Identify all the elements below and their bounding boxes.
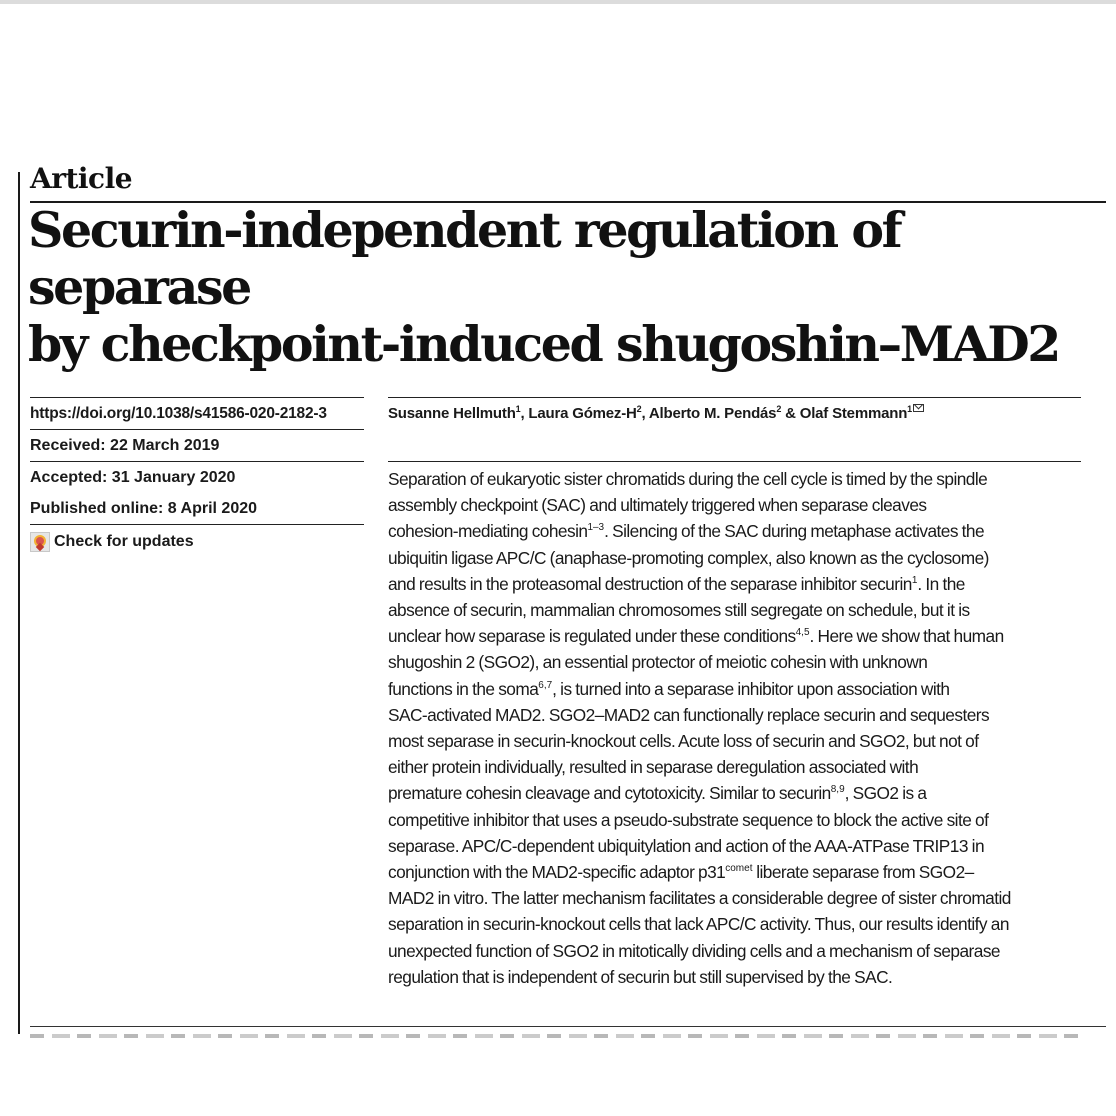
abstract-line: unclear how separase is regulated under these conditions$^{4,5}$. Here we show that human — [388, 626, 1004, 647]
check-for-updates-label: Check for updates — [54, 533, 194, 550]
abstract-line: either protein individually, resulted in separase deregulation associated with — [388, 757, 919, 778]
author-name[interactable]: Susanne Hellmuth — [388, 405, 516, 422]
check-for-updates-button[interactable] — [30, 524, 364, 559]
author-affiliation: 2 — [636, 404, 642, 414]
author-list: Susanne Hellmuth$^1$, Laura Gómez-$H^2$, Alberto M. Pendás$^2$ & Olaf Stemmann$^1$ — [388, 403, 1088, 425]
citation-ref[interactable]: 8,9 — [830, 784, 845, 796]
abstract-line: ubiquitin ligase APC/C (anaphase-promoting complex, also known as the cyclosome) — [388, 547, 989, 568]
abstract-line: premature cohesin cleavage and cytotoxicity. Similar to securin$^{8,9}$, SGO2 is a — [388, 783, 927, 804]
bottom-rule — [30, 1026, 1106, 1027]
abstract-line: separation in securin-knockout cells that lack APC/C activity. Thus, our results identify an — [388, 914, 1009, 935]
author-name[interactable]: Laura Gómez-H — [528, 405, 637, 422]
abstract-line: conjunction with the MAD2-specific adaptor $p31^{comet}$ liberate separase from SGO2– — [388, 862, 974, 883]
citation-ref[interactable]: 6,7 — [538, 679, 553, 691]
abstract-line: assembly checkpoint (SAC) and ultimately triggered when separase cleaves — [388, 495, 927, 516]
top-edge — [0, 0, 1116, 4]
abstract-line: absence of securin, mammalian chromosomes still segregate on schedule, but it is — [388, 600, 970, 621]
abstract-line: competitive inhibitor that uses a pseudo-substrate sequence to block the active site of — [388, 809, 989, 830]
abstract-line: SAC-activated MAD2. SGO2–MAD2 can functionally replace securin and sequesters — [388, 704, 990, 725]
citation-ref[interactable]: 4,5 — [795, 627, 810, 639]
doi-link[interactable]: https://doi.org/10.1038/s41586-020-2182-3 — [30, 397, 364, 429]
title-line-1: Securin-independent regulation of separase — [28, 201, 901, 316]
abstract-line: shugoshin 2 (SGO2), an essential protector of meiotic cohesin with unknown — [388, 652, 928, 673]
abstract-line: unexpected function of SGO2 in mitotically dividing cells and a mechanism of separase — [388, 940, 1000, 961]
published-date: Published online: 8 April 2020 — [30, 500, 258, 517]
accepted-date: Accepted: 31 January 2020 — [30, 461, 364, 493]
authors-rule — [388, 397, 1081, 398]
superscript-text: comet — [725, 863, 753, 875]
abstract-line: cohesion-mediating cohesin$^{1-3}$. Silencing of the SAC during metaphase activates the — [388, 521, 985, 542]
abstract — [388, 466, 1088, 990]
author-affiliation: 1 — [515, 404, 521, 414]
abstract-line: regulation that is independent of securin but still supervised by the SAC. — [388, 966, 893, 987]
section-label: Article — [30, 162, 133, 195]
truncated-text-edge — [30, 1034, 1080, 1038]
abstract-line: functions in the soma$^{6,7}$, is turned into a separase inhibitor upon association with — [388, 678, 950, 699]
author-name[interactable]: Olaf Stemmann — [799, 405, 908, 422]
envelope-icon[interactable] — [913, 404, 924, 412]
citation-ref[interactable]: 1 — [911, 574, 918, 586]
title-line-2: by checkpoint-induced shugoshin–MAD2 — [28, 315, 1060, 373]
check-for-updates-icon — [30, 532, 50, 552]
author-affiliation: 1 — [907, 404, 912, 414]
article-title — [28, 202, 1108, 373]
abstract-line: MAD2 in vitro. The latter mechanism facilitates a considerable degree of sister chromatid — [388, 888, 1011, 909]
left-margin-rule — [18, 172, 20, 1034]
abstract-line: Separation of eukaryotic sister chromatids during the cell cycle is timed by the spindle — [388, 469, 988, 489]
abstract-rule — [388, 461, 1081, 462]
author-name[interactable]: Alberto M. Pendás — [648, 405, 777, 422]
abstract-line: most separase in securin-knockout cells. Acute loss of securin and SGO2, but not of — [388, 731, 979, 752]
abstract-line: separase. APC/C-dependent ubiquitylation and action of the AAA-ATPase TRIP13 in — [388, 835, 985, 856]
received-date: Received: 22 March 2019 — [30, 429, 364, 461]
author-affiliation: 2 — [776, 404, 782, 414]
article-metadata — [30, 397, 364, 559]
abstract-line: and results in the proteasomal destruction of the separase inhibitor securin$^1$. In the — [388, 573, 965, 594]
citation-ref[interactable]: 1–3 — [587, 522, 605, 534]
